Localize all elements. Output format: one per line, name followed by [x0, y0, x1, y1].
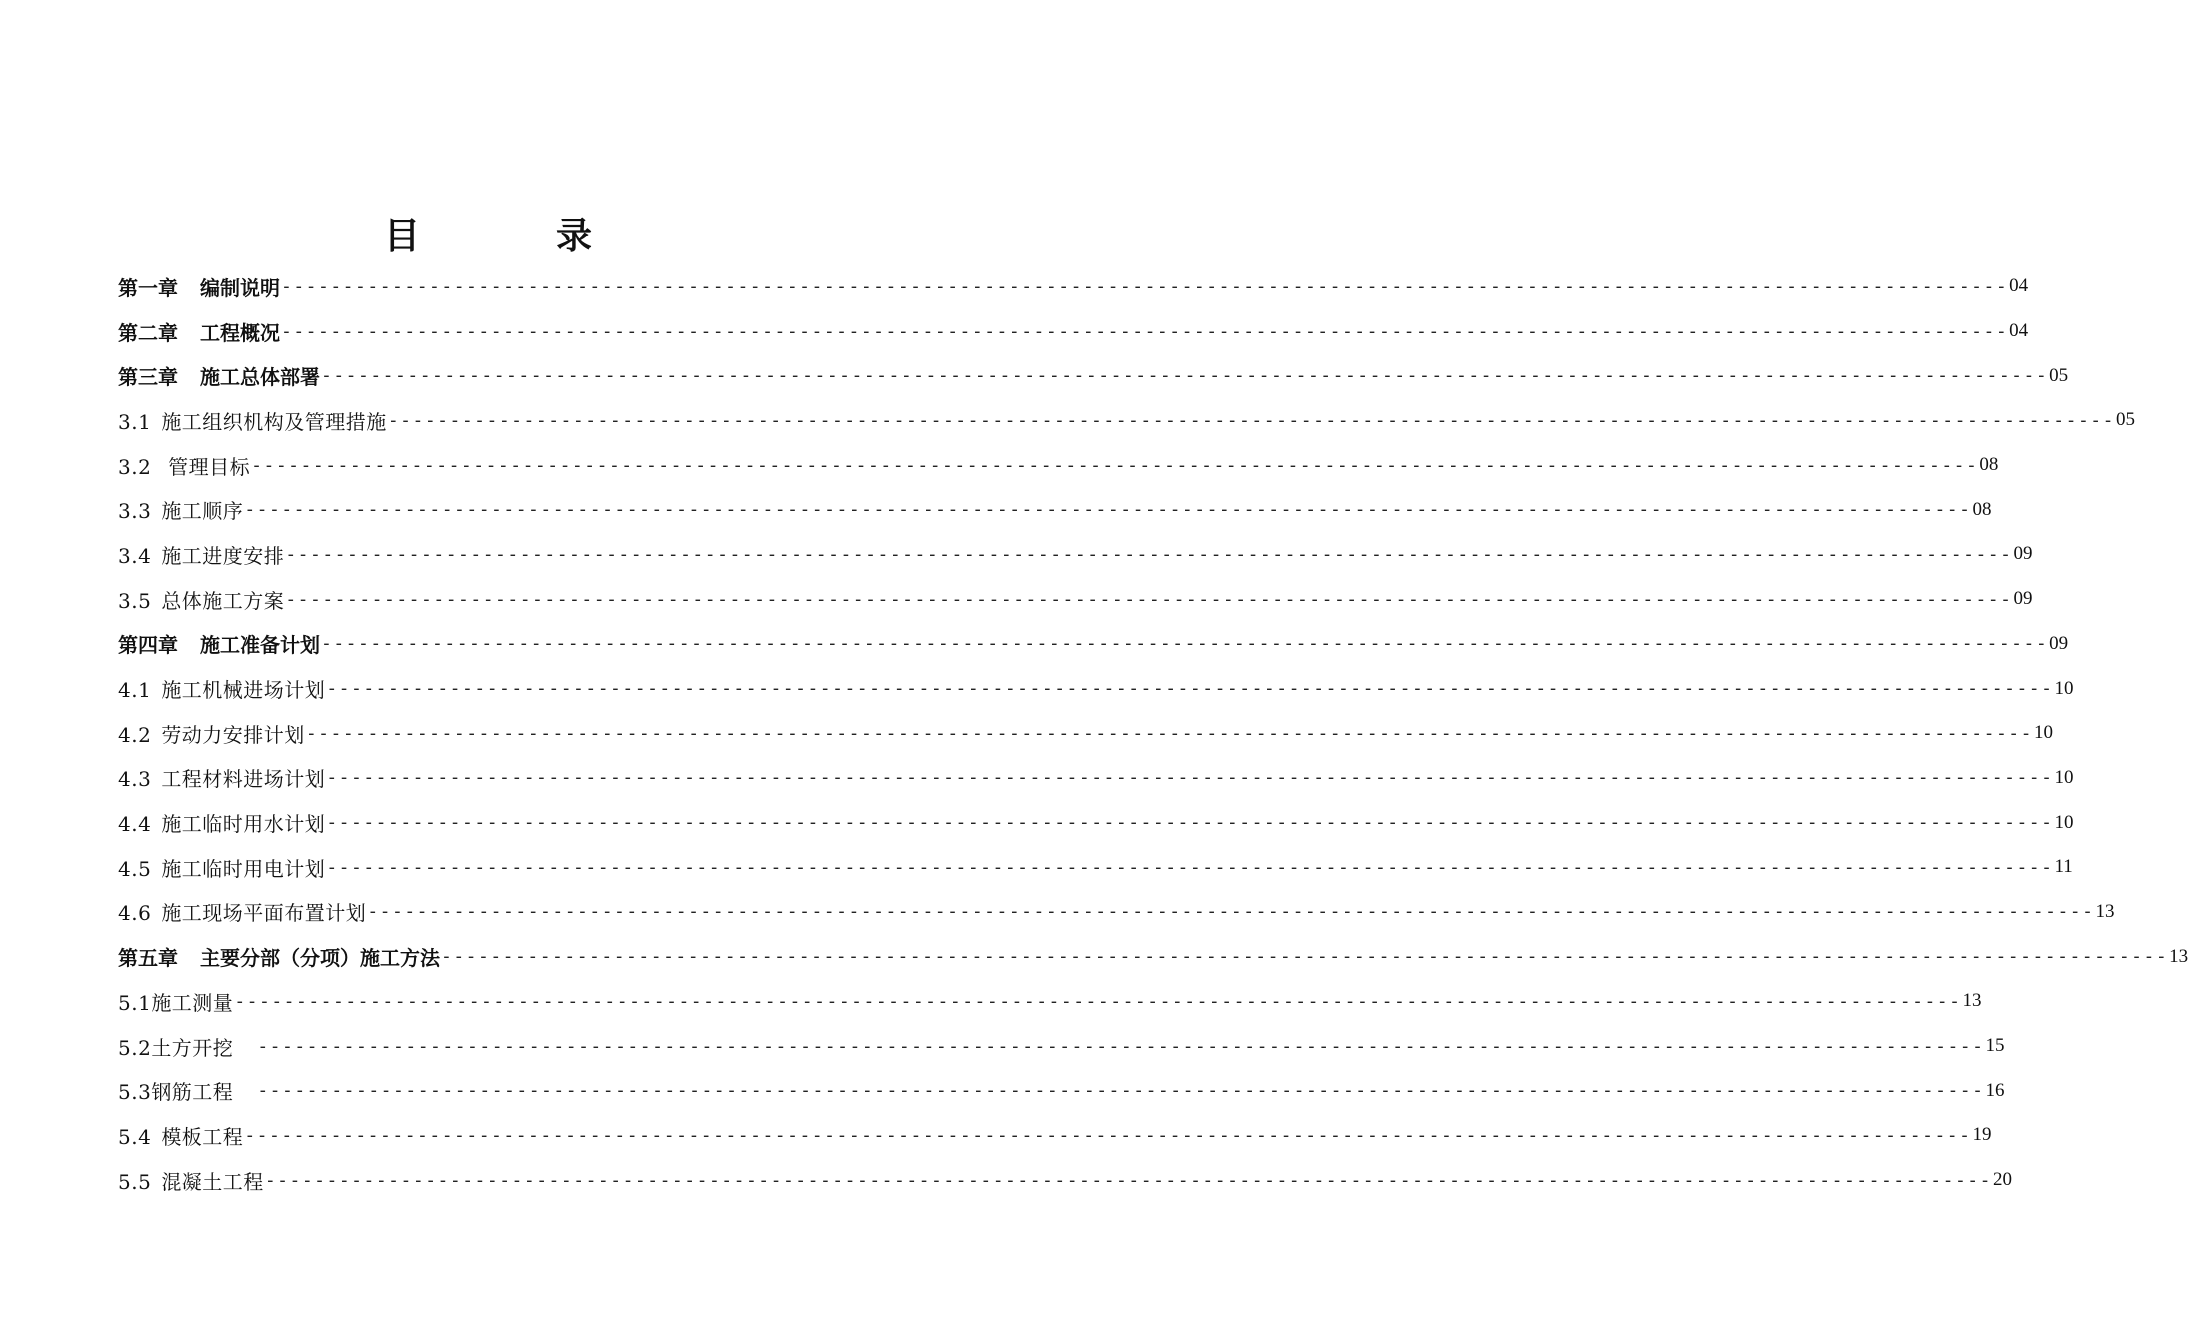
toc-section-entry[interactable] — [118, 800, 2074, 845]
toc-entry-label — [118, 272, 280, 301]
toc-leader-dashes: -------------------------------------------------------------------------------------------------------------------------------------------- — [244, 1124, 1972, 1146]
toc-entry-number: 第一章 — [118, 275, 178, 300]
toc-entry-number: 4.3 — [118, 767, 152, 792]
toc-entry-label — [118, 317, 280, 346]
toc-entry-label — [118, 853, 325, 882]
toc-entry-label — [118, 1076, 233, 1105]
toc-entry-number: 5.2 — [118, 1035, 152, 1060]
toc-entry-page-number: 10 — [2054, 677, 2074, 699]
toc-leader-dashes: -------------------------------------------------------------------------------------------------------------------------------------------- — [305, 722, 2033, 744]
toc-entry-label — [118, 942, 440, 971]
toc-section-entry[interactable] — [118, 443, 1999, 488]
toc-entry-title: 总体施工方案 — [161, 588, 285, 613]
toc-entry-title: 施工顺序 — [161, 499, 244, 524]
toc-entry-title: 模板工程 — [161, 1124, 244, 1149]
toc-leader-dashes: -------------------------------------------------------------------------------------------------------------------------------------------- — [285, 588, 2013, 610]
toc-entry-label — [118, 987, 233, 1016]
toc-leader-dashes: -------------------------------------------------------------------------------------------------------------------------------------------- — [264, 1169, 1992, 1191]
toc-entry-label — [118, 629, 320, 658]
toc-section-entry[interactable] — [118, 398, 2135, 443]
toc-section-entry[interactable] — [118, 532, 2033, 577]
toc-entry-title: 混凝土工程 — [161, 1169, 264, 1194]
toc-chapter-entry[interactable] — [118, 309, 2029, 354]
toc-leader-dashes: -------------------------------------------------------------------------------------------------------------------------------------------- — [326, 767, 2054, 789]
toc-entry-number: 5.5 — [118, 1169, 152, 1194]
toc-entry-number: 4.6 — [118, 901, 152, 926]
toc-entry-number: 4.2 — [118, 722, 152, 747]
toc-entry-page-number: 08 — [1972, 498, 1992, 520]
toc-section-entry[interactable] — [118, 756, 2074, 801]
toc-leader-dashes: -------------------------------------------------------------------------------------------------------------------------------------------- — [326, 678, 2054, 700]
toc-entry-number: 第二章 — [118, 320, 178, 345]
toc-entry-page-number: 16 — [1985, 1079, 2005, 1101]
toc-entry-number: 4.5 — [118, 856, 152, 881]
toc-leader-dashes: -------------------------------------------------------------------------------------------------------------------------------------------- — [326, 812, 2054, 834]
toc-chapter-entry[interactable] — [118, 934, 2188, 979]
toc-entry-page-number: 05 — [2115, 409, 2135, 431]
toc-entry-label — [118, 495, 243, 524]
toc-leader-dashes: -------------------------------------------------------------------------------------------------------------------------------------------- — [321, 365, 2049, 387]
toc-leader-dashes: -------------------------------------------------------------------------------------------------------------------------------------------- — [387, 409, 2115, 431]
title-char-2: 录 — [556, 216, 593, 257]
toc-entry-number: 5.1 — [118, 990, 152, 1015]
toc-entry-page-number: 08 — [1979, 454, 1999, 476]
toc-leader-dashes: -------------------------------------------------------------------------------------------------------------------------------------------- — [257, 1035, 1985, 1057]
toc-entry-page-number: 09 — [2049, 632, 2069, 654]
toc-entry-title: 编制说明 — [200, 275, 280, 300]
toc-entry-label — [118, 451, 250, 480]
toc-entry-label — [118, 1166, 264, 1195]
toc-entry-page-number: 13 — [1962, 990, 1982, 1012]
toc-leader-dashes: -------------------------------------------------------------------------------------------------------------------------------------------- — [326, 856, 2054, 878]
toc-entry-page-number: 19 — [1972, 1124, 1992, 1146]
toc-leader-dashes: -------------------------------------------------------------------------------------------------------------------------------------------- — [367, 901, 2095, 923]
toc-entry-number: 第四章 — [118, 633, 178, 658]
toc-entry-title: 施工临时用水计划 — [161, 812, 326, 837]
toc-entry-number: 3.3 — [118, 499, 152, 524]
toc-entry-title: 施工准备计划 — [200, 633, 320, 658]
toc-section-entry[interactable] — [118, 845, 2073, 890]
toc-entry-number: 4.4 — [118, 812, 152, 837]
toc-entry-page-number: 09 — [2013, 543, 2033, 565]
toc-section-entry[interactable] — [118, 711, 2053, 756]
toc-entry-number: 第五章 — [118, 946, 178, 971]
toc-leader-dashes: -------------------------------------------------------------------------------------------------------------------------------------------- — [321, 633, 2049, 655]
toc-leader-dashes: -------------------------------------------------------------------------------------------------------------------------------------------- — [441, 946, 2169, 968]
toc-leader-dashes: -------------------------------------------------------------------------------------------------------------------------------------------- — [281, 275, 2009, 297]
toc-entry-page-number: 13 — [2095, 900, 2115, 922]
toc-entry-title: 施工测量 — [151, 990, 234, 1015]
toc-entry-label — [118, 585, 284, 614]
toc-entry-page-number: 09 — [2013, 588, 2033, 610]
toc-entry-title: 劳动力安排计划 — [161, 722, 305, 747]
toc-entry-label — [118, 540, 284, 569]
toc-entry-number: 3.4 — [118, 543, 152, 568]
toc-entry-label — [118, 1121, 243, 1150]
toc-entry-page-number: 15 — [1985, 1035, 2005, 1057]
toc-entry-label — [118, 674, 325, 703]
toc-entry-title: 工程概况 — [200, 320, 280, 345]
toc-chapter-entry[interactable] — [118, 264, 2029, 309]
toc-entry-page-number: 13 — [2169, 945, 2188, 967]
toc-entry-title: 施工临时用电计划 — [161, 856, 326, 881]
toc-chapter-entry[interactable] — [118, 622, 2069, 667]
toc-entry-title: 主要分部（分项）施工方法 — [200, 946, 440, 971]
toc-entry-number: 3.1 — [118, 409, 152, 434]
toc-entry-title: 工程材料进场计划 — [161, 767, 326, 792]
toc-entry-number: 5.4 — [118, 1124, 152, 1149]
toc-section-entry[interactable] — [118, 979, 1982, 1024]
toc-entry-label — [118, 719, 305, 748]
toc-section-entry[interactable] — [118, 890, 2115, 935]
toc-entry-title: 施工进度安排 — [161, 543, 285, 568]
toc-leader-dashes: -------------------------------------------------------------------------------------------------------------------------------------------- — [281, 320, 2009, 342]
toc-entry-page-number: 11 — [2054, 856, 2073, 878]
toc-entry-number: 3.5 — [118, 588, 152, 613]
title-char-1: 目 — [384, 216, 421, 257]
toc-entry-page-number: 10 — [2054, 766, 2074, 788]
toc-section-entry[interactable] — [118, 1024, 2005, 1069]
page-title — [0, 212, 950, 262]
toc-entry-page-number: 05 — [2049, 364, 2069, 386]
toc-entry-title: 施工现场平面布置计划 — [161, 901, 367, 926]
toc-entry-page-number: 04 — [2009, 320, 2029, 342]
toc-section-entry[interactable] — [118, 1068, 2005, 1113]
toc-section-entry[interactable] — [118, 1158, 2012, 1203]
toc-entry-title: 施工组织机构及管理措施 — [161, 409, 387, 434]
toc-entry-page-number: 10 — [2054, 811, 2074, 833]
toc-entry-page-number: 10 — [2033, 722, 2053, 744]
toc-leader-dashes: -------------------------------------------------------------------------------------------------------------------------------------------- — [244, 499, 1972, 521]
toc-entry-title: 土方开挖 — [151, 1035, 234, 1060]
toc-entry-label — [118, 897, 366, 926]
toc-entry-page-number: 04 — [2009, 275, 2029, 297]
toc-entry-label — [118, 808, 325, 837]
toc-entry-title: 钢筋工程 — [151, 1080, 234, 1105]
toc-leader-dashes: -------------------------------------------------------------------------------------------------------------------------------------------- — [285, 543, 2013, 565]
toc-leader-dashes: -------------------------------------------------------------------------------------------------------------------------------------------- — [251, 454, 1979, 476]
toc-entry-label — [118, 763, 325, 792]
toc-section-entry[interactable] — [118, 577, 2033, 622]
toc-entry-number: 5.3 — [118, 1080, 152, 1105]
toc-entry-label — [118, 1032, 233, 1061]
toc-chapter-entry[interactable] — [118, 353, 2069, 398]
toc-entry-label — [118, 361, 320, 390]
toc-entry-number: 4.1 — [118, 678, 152, 703]
toc-entry-number: 第三章 — [118, 365, 178, 390]
toc-entry-title: 管理目标 — [161, 454, 251, 479]
toc-entry-title: 施工总体部署 — [200, 365, 320, 390]
toc-entry-number: 3.2 — [118, 454, 152, 479]
toc-section-entry[interactable] — [118, 487, 1992, 532]
toc-section-entry[interactable] — [118, 1113, 1992, 1158]
toc-section-entry[interactable] — [118, 666, 2074, 711]
toc-entry-page-number: 20 — [1992, 1169, 2012, 1191]
toc-leader-dashes: -------------------------------------------------------------------------------------------------------------------------------------------- — [257, 1080, 1985, 1102]
toc-entry-label — [118, 406, 387, 435]
toc-entry-title: 施工机械进场计划 — [161, 678, 326, 703]
toc-leader-dashes: -------------------------------------------------------------------------------------------------------------------------------------------- — [234, 990, 1962, 1012]
table-of-contents — [118, 264, 2188, 1202]
